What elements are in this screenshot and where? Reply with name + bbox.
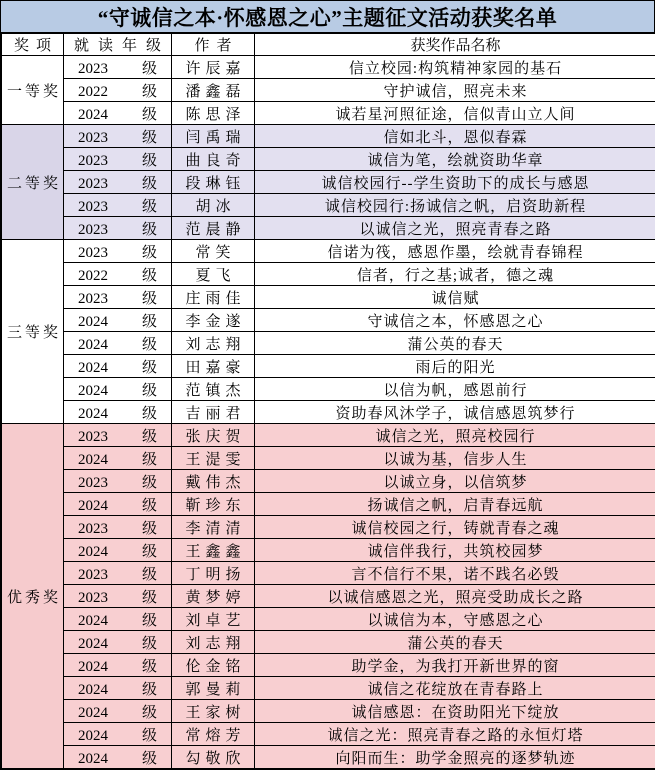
author-cell: 许辰嘉 [172, 56, 255, 79]
author-cell: 曲良奇 [172, 148, 255, 171]
column-header-award: 奖项 [2, 34, 64, 56]
work-title-cell: 诚信之光，照亮校园行 [255, 424, 655, 447]
grade-cell: 2023级 [64, 125, 172, 148]
table-row [2, 401, 655, 424]
grade-cell: 2023级 [64, 240, 172, 263]
work-title-cell: 言不信行不果，诺不践名必毁 [255, 562, 655, 585]
work-title-cell: 扬诚信之帆，启青春远航 [255, 493, 655, 516]
work-title-cell: 诚信感恩：在资助阳光下绽放 [255, 700, 655, 723]
author-cell: 闫禹瑞 [172, 125, 255, 148]
table-row [2, 286, 655, 309]
award-label: 二等奖 [2, 125, 64, 240]
author-cell: 刘志翔 [172, 332, 255, 355]
work-title-cell: 诚信伴我行，共筑校园梦 [255, 539, 655, 562]
author-cell: 常熔芳 [172, 723, 255, 746]
grade-cell: 2024级 [64, 401, 172, 424]
grade-cell: 2023级 [64, 171, 172, 194]
column-header-author: 作者 [172, 34, 255, 56]
table-row [2, 585, 655, 608]
table-row [2, 493, 655, 516]
author-cell: 王家树 [172, 700, 255, 723]
author-cell: 刘卓艺 [172, 608, 255, 631]
awards-table [1, 33, 655, 769]
work-title-cell: 资助春风沐学子，诚信感恩筑梦行 [255, 401, 655, 424]
author-cell: 夏飞 [172, 263, 255, 286]
work-title-cell: 助学金，为我打开新世界的窗 [255, 654, 655, 677]
table-row [2, 746, 655, 769]
grade-cell: 2022级 [64, 79, 172, 102]
work-title-cell: 信诺为筏，感恩作墨，绘就青春锦程 [255, 240, 655, 263]
table-row [2, 332, 655, 355]
work-title-cell: 信者，行之基;诚者，德之魂 [255, 263, 655, 286]
author-cell: 王湜雯 [172, 447, 255, 470]
table-row [2, 125, 655, 148]
grade-cell: 2024级 [64, 332, 172, 355]
table-row [2, 148, 655, 171]
grade-cell: 2024级 [64, 723, 172, 746]
work-title-cell: 诚信之光：照亮青春之路的永恒灯塔 [255, 723, 655, 746]
work-title-cell: 向阳而生：助学金照亮的逐梦轨迹 [255, 746, 655, 769]
author-cell: 刘志翔 [172, 631, 255, 654]
author-cell: 胡冰 [172, 194, 255, 217]
grade-cell: 2023级 [64, 562, 172, 585]
table-row [2, 654, 655, 677]
work-title-cell: 以诚信为本，守感恩之心 [255, 608, 655, 631]
work-title-cell: 诚若星河照征途，信似青山立人间 [255, 102, 655, 125]
grade-cell: 2024级 [64, 378, 172, 401]
table-row [2, 171, 655, 194]
grade-cell: 2024级 [64, 631, 172, 654]
grade-cell: 2023级 [64, 286, 172, 309]
work-title-cell: 诚信校园行:扬诚信之帆，启资助新程 [255, 194, 655, 217]
work-title-cell: 蒲公英的春天 [255, 631, 655, 654]
work-title-cell: 以诚信感恩之光，照亮受助成长之路 [255, 585, 655, 608]
table-row [2, 194, 655, 217]
award-label: 优秀奖 [2, 424, 64, 769]
work-title-cell: 诚信赋 [255, 286, 655, 309]
table-row [2, 79, 655, 102]
author-cell: 戴伟杰 [172, 470, 255, 493]
table-body [2, 56, 655, 769]
author-cell: 黄梦婷 [172, 585, 255, 608]
table-row [2, 539, 655, 562]
work-title-cell: 诚信为笔，绘就资助华章 [255, 148, 655, 171]
header-row [2, 34, 655, 56]
grade-cell: 2023级 [64, 516, 172, 539]
column-header-grade: 就读年级 [64, 34, 172, 56]
author-cell: 郭曼莉 [172, 677, 255, 700]
author-cell: 段琳钰 [172, 171, 255, 194]
work-title-cell: 以信为帆，感恩前行 [255, 378, 655, 401]
work-title-cell: 以诚为基，信步人生 [255, 447, 655, 470]
column-header-work: 获奖作品名称 [255, 34, 655, 56]
grade-cell: 2024级 [64, 608, 172, 631]
table-row [2, 217, 655, 240]
author-cell: 李清清 [172, 516, 255, 539]
table-row [2, 102, 655, 125]
table-row [2, 447, 655, 470]
author-cell: 常笑 [172, 240, 255, 263]
table-row [2, 378, 655, 401]
table-row [2, 562, 655, 585]
table-row [2, 516, 655, 539]
work-title-cell: 信立校园:构筑精神家园的基石 [255, 56, 655, 79]
author-cell: 陈思泽 [172, 102, 255, 125]
grade-cell: 2023级 [64, 585, 172, 608]
table-row [2, 355, 655, 378]
grade-cell: 2023级 [64, 217, 172, 240]
work-title-cell: 蒲公英的春天 [255, 332, 655, 355]
grade-cell: 2024级 [64, 654, 172, 677]
award-label: 一等奖 [2, 56, 64, 125]
table-row [2, 700, 655, 723]
work-title-cell: 守护诚信，照亮未来 [255, 79, 655, 102]
grade-cell: 2024级 [64, 493, 172, 516]
grade-cell: 2024级 [64, 309, 172, 332]
table-row [2, 424, 655, 447]
work-title-cell: 信如北斗，恩似春霖 [255, 125, 655, 148]
table-row [2, 470, 655, 493]
grade-cell: 2024级 [64, 746, 172, 769]
author-cell: 范镇杰 [172, 378, 255, 401]
author-cell: 庄雨佳 [172, 286, 255, 309]
table-row [2, 309, 655, 332]
author-cell: 张庆贺 [172, 424, 255, 447]
author-cell: 田嘉豪 [172, 355, 255, 378]
table-row [2, 608, 655, 631]
work-title-cell: 诚信之花绽放在青春路上 [255, 677, 655, 700]
work-title-cell: 雨后的阳光 [255, 355, 655, 378]
grade-cell: 2024级 [64, 539, 172, 562]
award-label: 三等奖 [2, 240, 64, 424]
author-cell: 勾敬欣 [172, 746, 255, 769]
work-title-cell: 以诚立身，以信筑梦 [255, 470, 655, 493]
author-cell: 李金遂 [172, 309, 255, 332]
grade-cell: 2024级 [64, 700, 172, 723]
grade-cell: 2024级 [64, 447, 172, 470]
table-row [2, 631, 655, 654]
work-title-cell: 诚信校园之行，铸就青春之魂 [255, 516, 655, 539]
grade-cell: 2022级 [64, 263, 172, 286]
table-row [2, 56, 655, 79]
table-row [2, 263, 655, 286]
grade-cell: 2024级 [64, 677, 172, 700]
author-cell: 潘鑫磊 [172, 79, 255, 102]
work-title-cell: 诚信校园行--学生资助下的成长与感恩 [255, 171, 655, 194]
author-cell: 伦金铭 [172, 654, 255, 677]
grade-cell: 2023级 [64, 194, 172, 217]
work-title-cell: 以诚信之光，照亮青春之路 [255, 217, 655, 240]
table-row [2, 723, 655, 746]
table-row [2, 240, 655, 263]
grade-cell: 2024级 [64, 102, 172, 125]
grade-cell: 2023级 [64, 148, 172, 171]
page-title: “守诚信之本·怀感恩之心”主题征文活动获奖名单 [1, 1, 654, 33]
grade-cell: 2023级 [64, 470, 172, 493]
author-cell: 吉丽君 [172, 401, 255, 424]
grade-cell: 2023级 [64, 56, 172, 79]
author-cell: 丁明扬 [172, 562, 255, 585]
grade-cell: 2024级 [64, 355, 172, 378]
table-row [2, 677, 655, 700]
work-title-cell: 守诚信之本，怀感恩之心 [255, 309, 655, 332]
author-cell: 靳珍东 [172, 493, 255, 516]
author-cell: 范晨静 [172, 217, 255, 240]
grade-cell: 2023级 [64, 424, 172, 447]
author-cell: 王鑫鑫 [172, 539, 255, 562]
